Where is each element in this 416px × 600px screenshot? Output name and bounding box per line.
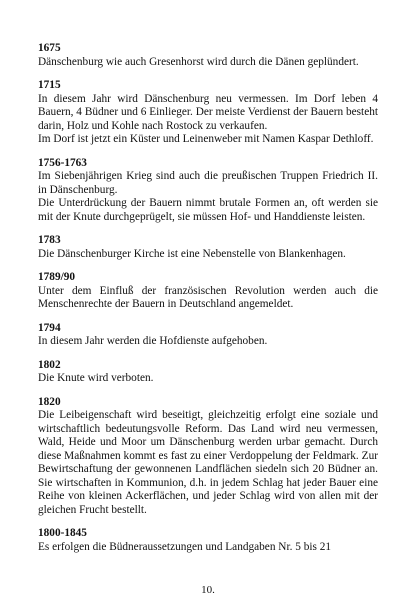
entry-1715 — [38, 79, 378, 147]
entry-text: Es erfolgen die Büdneraussetzungen und Landgaben Nr. 5 bis 21 — [38, 540, 332, 553]
entry-1675 — [38, 42, 378, 69]
entry-text: Die Dänschenburger Kirche ist eine Nebenstelle von Blankenhagen. — [38, 247, 346, 260]
year-heading: 1800-1845 — [38, 527, 87, 539]
year-heading: 1802 — [38, 358, 61, 371]
entry-1794 — [38, 322, 378, 349]
entry-text: In diesem Jahr wird Dänschenburg neu vermessen. Im Dorf leben 4 Bauern, 4 Büdner und 6 Einlieger. Der meiste Verdienst der Bauern besteht darin, Holz und Kohle nach Rostock zu verkaufen. — [38, 92, 378, 132]
entry-text: Im Dorf ist jetzt ein Küster und Leinenweber mit Namen Kaspar Dethloff. — [38, 133, 374, 145]
year-heading: 1756-1763 — [38, 156, 87, 169]
entry-1756-1763 — [38, 157, 378, 225]
year-heading: 1675 — [38, 42, 61, 54]
page-number: 10. — [201, 584, 215, 596]
entry-text: In diesem Jahr werden die Hofdienste aufgehoben. — [38, 335, 268, 347]
entry-1789-90 — [38, 271, 378, 312]
year-heading: 1794 — [38, 321, 61, 334]
entry-text: Die Unterdrückung der Bauern nimmt brutale Formen an, oft werden sie mit der Knute durchgeprügelt, sie müssen Hof- und Handdienste leisten. — [38, 197, 378, 223]
entry-text: Die Leibeigenschaft wird beseitigt, gleichzeitig erfolgt eine soziale und wirtschaftlich bedeutungsvolle Reform. Das Land wird neu vermessen, Wald, Heide und Moor um Dänschenburg werden urbar gemacht. Durch diese Maßnahmen kommt es fast zu einer Verdoppelung der Feldmark. Zur Bewirtschaftung der gewonnenen Landflächen siedeln sich 20 Büdner an. Sie wirtschaften in Kommunion, d.h. in jedem Schlag hat jeder Bauer eine Reihe von kleinen Ackerflächen, und jeder Schlag wird von allen mit der gleichen Frucht bestellt. — [38, 409, 378, 516]
entry-text: Unter dem Einfluß der französischen Revolution werden auch die Menschenrechte der Bauern in Deutschland angemeldet. — [38, 284, 378, 310]
entry-1802 — [38, 359, 378, 386]
year-heading: 1715 — [38, 79, 61, 91]
year-heading: 1820 — [38, 395, 61, 408]
entry-1820 — [38, 396, 378, 518]
entry-1783 — [38, 234, 378, 261]
entry-text: Dänschenburg wie auch Gresenhorst wird durch die Dänen geplündert. — [38, 55, 359, 68]
entry-text: Im Siebenjährigen Krieg sind auch die preußischen Truppen Friedrich II. in Dänschenburg. — [38, 170, 378, 196]
entry-text: Die Knute wird verboten. — [38, 372, 154, 384]
year-heading: 1789/90 — [38, 271, 76, 283]
entry-1800-1845 — [38, 527, 378, 554]
year-heading: 1783 — [38, 234, 61, 246]
